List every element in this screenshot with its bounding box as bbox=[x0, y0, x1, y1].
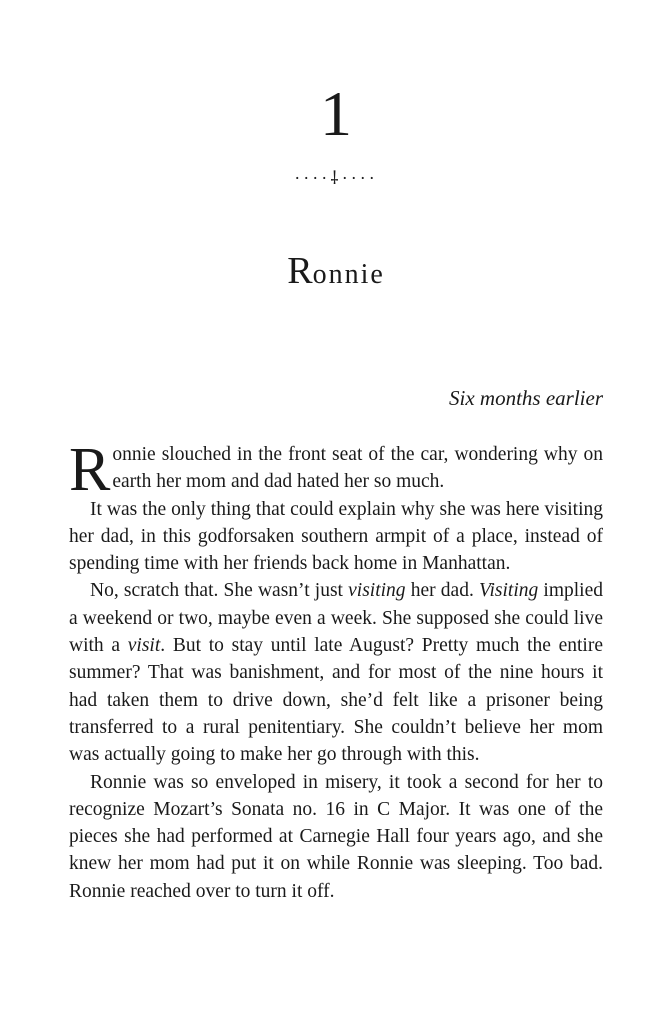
italic-text: visit bbox=[127, 635, 161, 657]
chapter-number: 1 bbox=[320, 78, 352, 149]
text-segment: her dad. bbox=[405, 580, 480, 602]
text-segment: No, scratch that. She wasn’t just bbox=[90, 580, 349, 602]
paragraph-4: Ronnie was so enveloped in misery, it took a second for her to recognize Mozart’s Sonata no. 16 in C Major. It was one of the pieces she had performed at Carnegie Hall four years ago, and she knew her mom had put it on while Ronnie was sleeping. Too bad. Ronnie reached over to turn it off. bbox=[69, 771, 603, 902]
paragraph-3 bbox=[69, 577, 603, 768]
text-segment: . But to stay until late August? Pretty much the entire summer? That was banishment, and for most of the nine hours it had taken them to drive down, she’d felt like a prisoner being transferred to a rural penitentiary. She couldn’t believe her mom was actually going to make her go through with this. bbox=[69, 635, 603, 766]
epigraph: Six months earlier bbox=[449, 386, 603, 410]
chapter-title-initial: R bbox=[287, 250, 313, 292]
chapter-ornament: ····⸸···· bbox=[294, 168, 378, 188]
paragraph-1 bbox=[69, 436, 603, 504]
drop-cap: R bbox=[69, 436, 111, 504]
text-line: spending time with her friends back home in Manhattan. bbox=[69, 553, 511, 575]
chapter-title-rest: onnie bbox=[312, 259, 385, 290]
text-line: earth her mom and dad hated her so much. bbox=[112, 471, 445, 493]
chapter-title bbox=[0, 252, 672, 290]
text-line: It was the only thing that could explain why she was here visiting bbox=[90, 498, 603, 520]
text-line: onnie slouched in the front seat of the car, wondering why on bbox=[112, 444, 603, 465]
paragraph-2 bbox=[69, 496, 603, 578]
text-line: her dad, in this godforsaken southern armpit of a place, instead of bbox=[69, 525, 603, 547]
body-text bbox=[69, 436, 603, 905]
italic-text: Visiting bbox=[479, 580, 539, 602]
text-segment: implied a weekend or two, maybe even a week. She supposed she could live with a bbox=[69, 580, 603, 657]
italic-text: visiting bbox=[348, 580, 406, 602]
